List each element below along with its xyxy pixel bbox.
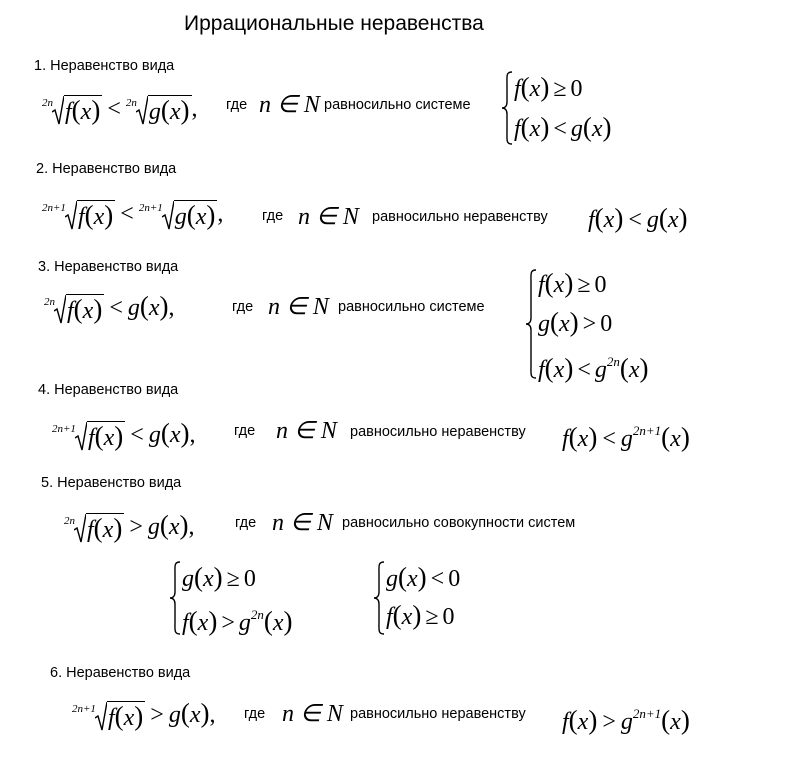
item-6-result: $f(x) > g^{2n+1}(x)$ [562,705,690,735]
item-2-formula: $^{2n+1}$ f(x) < $^{2n+1}$ g(x) , [42,199,224,230]
item-2-result-text: равносильно неравенству [372,209,548,225]
item-1-result-text: равносильно системе [324,97,471,113]
item-3-n-in-N: n ∈ N [268,294,329,320]
brace-icon [168,560,182,636]
item-3-formula: $^{2n}$ f(x) < g(x), [44,291,175,324]
item-2-where: где [262,208,284,224]
item-5-formula: $^{2n}$ f(x) > g(x), [64,510,195,543]
item-5-n-in-N: n ∈ N [272,510,333,536]
item-5-heading: 5. Неравенство вида [41,475,182,491]
item-6-where: где [244,706,266,722]
item-4-result-text: равносильно неравенству [350,424,526,440]
item-2-heading: 2. Неравенство вида [36,161,177,177]
item-2-result: f(x) < g(x) [588,203,688,233]
item-4-formula: $^{2n+1}$ f(x) < g(x), [52,418,196,451]
item-2-n-in-N: n ∈ N [298,204,359,230]
item-1-heading: 1. Неравенство вида [34,58,175,74]
item-6-formula: $^{2n+1}$ f(x) > g(x), [72,698,216,731]
item-3-system: f(x) ≥ 0 g(x) > 0 $f(x) < g^{2n}(x)$ [524,268,704,383]
item-4-where: где [234,423,256,439]
item-4-n-in-N: n ∈ N [276,418,337,444]
item-3-where: где [232,299,254,315]
item-6-n-in-N: n ∈ N [282,701,343,727]
item-1-formula: $^{2n}$ f(x) < $^{2n}$ g(x) , [42,94,198,125]
item-1-where: где [226,97,248,113]
item-1-system: f(x) ≥ 0 f(x) < g(x) [500,70,660,150]
item-6-heading: 6. Неравенство вида [50,665,191,681]
item-3-result-text: равносильно системе [338,299,485,315]
item-5-where: где [235,515,257,531]
item-4-result: $f(x) < g^{2n+1}(x)$ [562,422,690,452]
brace-icon [500,70,514,146]
item-5-system-1: g(x) ≥ 0 $f(x) > g^{2n}(x)$ [168,560,348,638]
item-4-heading: 4. Неравенство вида [38,382,179,398]
item-5-result-text: равносильно совокупности систем [342,515,576,531]
item-3-heading: 3. Неравенство вида [38,259,179,275]
item-1-n-in-N: n ∈ N [259,92,320,118]
brace-icon [524,268,538,380]
item-5-system-2: g(x) < 0 f(x) ≥ 0 [372,560,512,638]
brace-icon [372,560,386,636]
page-title: Иррациональные неравенства [184,12,484,35]
item-6-result-text: равносильно неравенству [350,706,526,722]
